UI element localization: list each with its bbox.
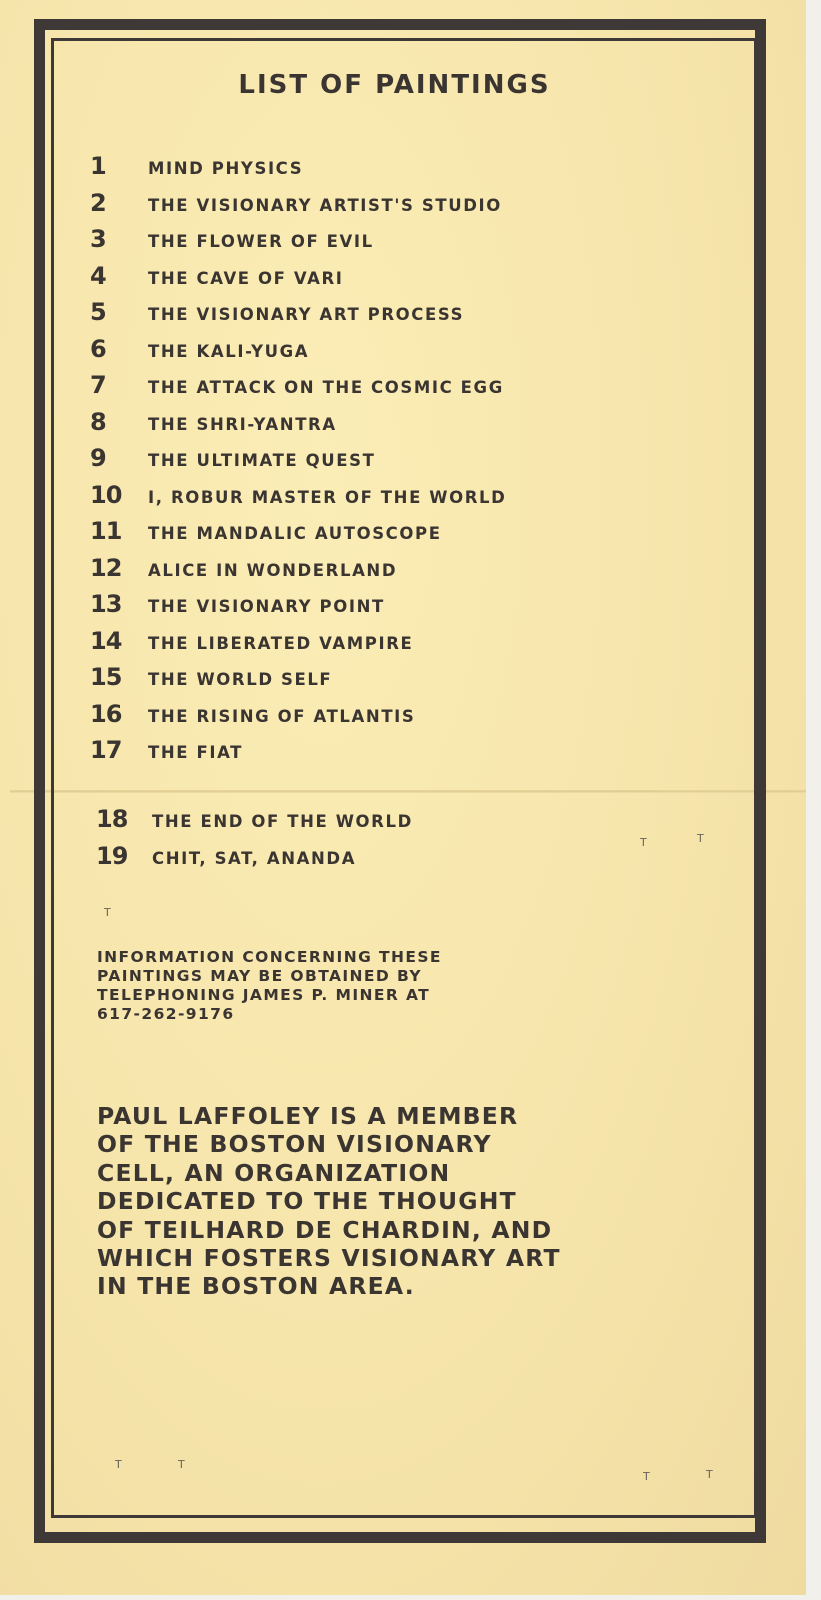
bio-line: PAUL LAFFOLEY IS A MEMBER [97,1102,519,1130]
painting-number: 19 [96,841,128,870]
painting-title: THE VISIONARY ART PROCESS [148,305,465,324]
page-title: LIST OF PAINTINGS [238,70,551,100]
list-item [90,517,740,554]
paper-blemish-icon: ꓔ [697,832,704,845]
paper-blemish-icon: ꓔ [104,906,111,919]
painting-number: 5 [90,298,106,326]
list-item [90,371,740,408]
painting-number: 1 [90,152,106,180]
painting-number: 6 [90,334,106,363]
list-item [90,627,740,664]
paintings-list [90,152,740,773]
paintings-list-continued [96,805,746,878]
list-item [90,663,740,700]
painting-title: THE ATTACK ON THE COSMIC EGG [148,378,504,397]
painting-title: THE VISIONARY POINT [148,597,385,616]
painting-title: THE END OF THE WORLD [152,812,413,831]
info-line: PAINTINGS MAY BE OBTAINED BY [97,967,422,985]
painting-title: THE FIAT [148,743,244,762]
painting-number: 2 [90,188,106,217]
painting-number: 12 [90,553,122,582]
info-line: TELEPHONING JAMES P. MINER AT [97,986,431,1004]
painting-title: THE MANDALIC AUTOSCOPE [148,524,442,543]
painting-number: 7 [90,371,106,399]
painting-title: CHIT, SAT, ANANDA [152,848,357,868]
list-item [90,262,740,299]
painting-title: THE LIBERATED VAMPIRE [148,633,414,653]
bio-line: OF THE BOSTON VISIONARY [97,1130,492,1159]
painting-title: THE ULTIMATE QUEST [148,451,376,470]
painting-number: 3 [90,225,106,253]
painting-title: THE FLOWER OF EVIL [148,232,374,251]
list-item [90,481,740,518]
phone-number: 617-262-9176 [97,1005,235,1023]
list-item [90,408,740,445]
list-item [90,554,740,591]
painting-title: I, ROBUR MASTER OF THE WORLD [148,487,507,507]
painting-title: THE RISING OF ATLANTIS [148,706,416,726]
list-item [90,152,740,189]
painting-number: 11 [90,517,122,545]
list-item [96,805,746,842]
contact-info [97,948,637,1024]
bio-line: DEDICATED TO THE THOUGHT [97,1187,517,1216]
artist-bio [97,1102,737,1301]
painting-number: 10 [90,480,122,509]
bio-line: WHICH FOSTERS VISIONARY ART [97,1244,561,1273]
painting-title: MIND PHYSICS [148,159,304,178]
paper-blemish-icon: ꓔ [706,1468,713,1481]
painting-number: 13 [90,590,122,618]
list-item [90,700,740,737]
list-item [90,444,740,481]
list-item [90,590,740,627]
info-line: INFORMATION CONCERNING THESE [97,948,442,966]
painting-number: 9 [90,444,106,472]
painting-number: 16 [90,699,122,728]
painting-title: THE KALI-YUGA [148,341,310,361]
painting-number: 15 [90,663,122,691]
list-item [90,189,740,226]
list-item [90,335,740,372]
paper-blemish-icon: ꓔ [115,1458,122,1471]
painting-title: THE SHRI-YANTRA [148,414,337,434]
bio-line: OF TEILHARD DE CHARDIN, AND [97,1215,553,1244]
painting-title: THE VISIONARY ARTIST'S STUDIO [148,195,502,215]
list-item [90,736,740,773]
paper-blemish-icon: ꓔ [178,1458,185,1471]
list-item [96,842,746,879]
painting-title: THE WORLD SELF [148,670,333,689]
painting-title: ALICE IN WONDERLAND [148,560,398,580]
list-item [90,298,740,335]
paper-blemish-icon: ꓔ [643,1470,650,1483]
paper-blemish-icon: ꓔ [640,836,647,849]
painting-title: THE CAVE OF VARI [148,268,344,288]
painting-number: 17 [90,736,122,764]
list-item [90,225,740,262]
bio-line: IN THE BOSTON AREA. [97,1272,415,1301]
painting-number: 18 [96,805,128,833]
painting-number: 4 [90,261,106,290]
bio-line: CELL, AN ORGANIZATION [97,1158,451,1187]
painting-number: 14 [90,626,122,655]
painting-number: 8 [90,407,106,436]
